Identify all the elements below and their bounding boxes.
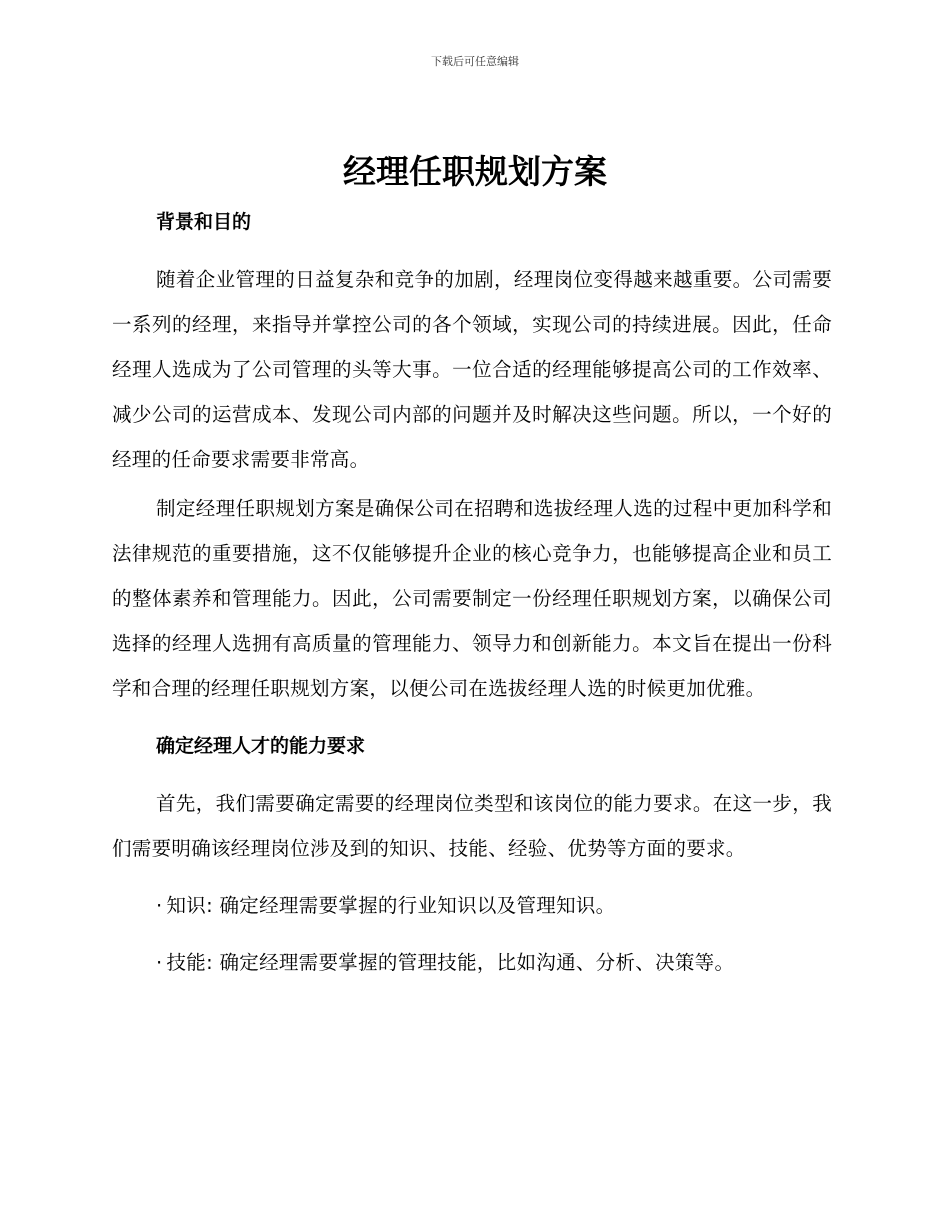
bullet-text: 知识: 确定经理需要掌握的行业知识以及管理知识。	[166, 894, 616, 917]
paragraph: 制定经理任职规划方案是确保公司在招聘和选拔经理人选的过程中更加科学和法律规范的重要措施，这不仅能够提升企业的核心竞争力，也能够提高企业和员工的整体素养和管理能力。因此，公司需要制定一份经理任职规划方案，以确保公司选择的经理人选拥有高质量的管理能力、领导力和创新能力。本文旨在提出一份科学和合理的经理任职规划方案，以便公司在选拔经理人选的时候更加优雅。	[112, 497, 832, 700]
section-heading-ability-requirements: 确定经理人才的能力要求	[156, 735, 366, 757]
section-heading-background: 背景和目的	[156, 211, 252, 233]
document-title: 经理任职规划方案	[343, 152, 607, 191]
bullet-item-knowledge	[112, 883, 832, 928]
bullet-text: 技能: 确定经理需要掌握的管理技能，比如沟通、分析、决策等。	[166, 951, 735, 974]
document-body	[112, 205, 832, 985]
bullet-marker: ·	[156, 894, 163, 917]
page-header: 下载后可任意编辑	[431, 55, 519, 68]
bullet-marker: ·	[156, 951, 163, 974]
paragraph: 首先，我们需要确定需要的经理岗位类型和该岗位的能力要求。在这一步，我们需要明确该经理岗位涉及到的知识、技能、经验、优势等方面的要求。	[112, 792, 832, 860]
paragraph: 随着企业管理的日益复杂和竞争的加剧，经理岗位变得越来越重要。公司需要一系列的经理，来指导并掌控公司的各个领域，实现公司的持续进展。因此，任命经理人选成为了公司管理的头等大事。一位合适的经理能够提高公司的工作效率、减少公司的运营成本、发现公司内部的问题并及时解决这些问题。所以，一个好的经理的任命要求需要非常高。	[112, 268, 832, 471]
bullet-item-skills	[112, 940, 832, 985]
